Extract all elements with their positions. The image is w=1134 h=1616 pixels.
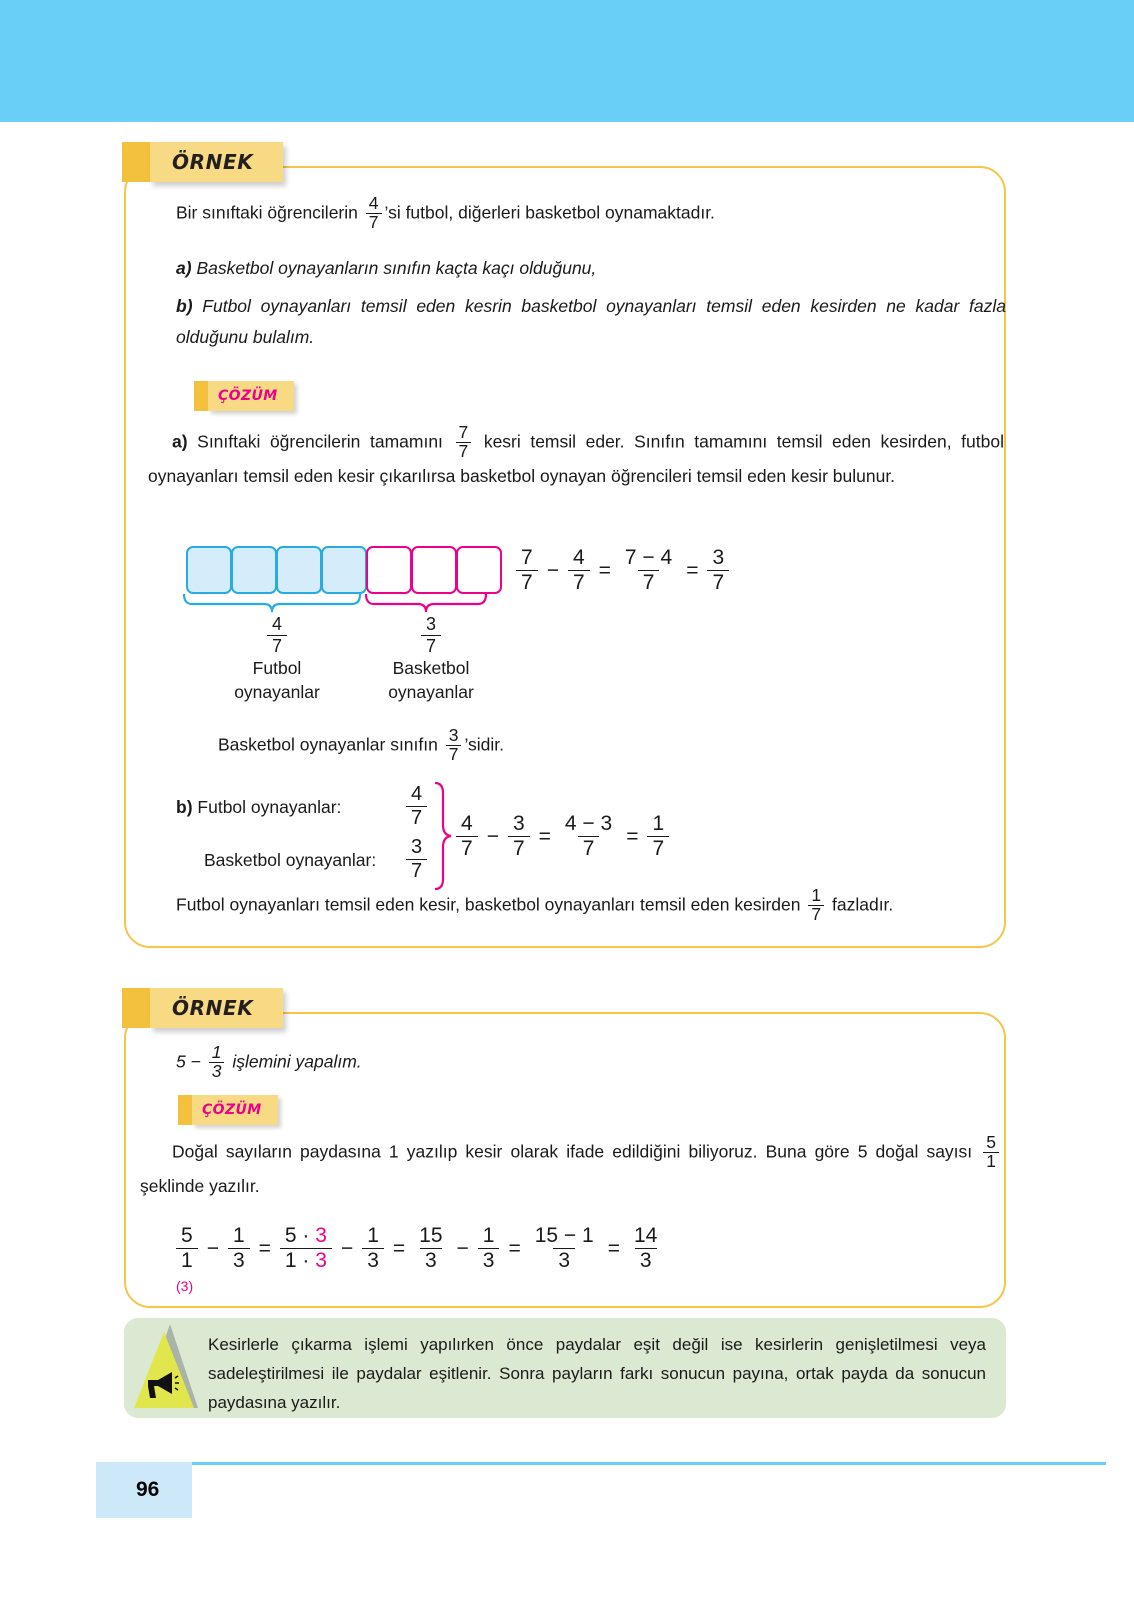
eq2-term7 <box>530 1224 599 1273</box>
diagram-braces <box>182 592 512 614</box>
fraction-numerator: 5 <box>181 1224 193 1247</box>
fraction-numerator: 1 <box>211 1042 222 1062</box>
fraction-denominator: 3 <box>478 1248 500 1273</box>
example-1-intro <box>176 193 986 232</box>
fraction-denominator: 3 <box>420 1248 442 1273</box>
intro-post-text: ’si futbol, diğerleri basketbol oynamaktadır. <box>384 202 715 223</box>
example-1-tag-label: ÖRNEK <box>172 150 254 174</box>
equation-2 <box>176 1224 662 1273</box>
eq2-equals-4: = <box>607 1236 620 1260</box>
solution-2-post: şeklinde yazılır. <box>140 1176 260 1196</box>
info-note-box <box>124 1318 1006 1418</box>
fraction-denominator: 7 <box>446 745 462 764</box>
eq-b-equals-1: = <box>538 824 551 848</box>
tag-body <box>150 988 283 1028</box>
problem-pre: 5 − <box>176 1051 201 1072</box>
bar-cell-blue <box>231 546 277 594</box>
fraction-denominator: 7 <box>267 635 287 657</box>
solution-b-fraction-1 <box>406 783 427 830</box>
fraction-numerator: 3 <box>411 836 423 858</box>
fraction-numerator: 3 <box>425 614 436 634</box>
fraction-numerator: 3 <box>712 546 725 569</box>
fraction-numerator: 4 <box>572 546 585 569</box>
fraction-numerator: 1 <box>367 1224 379 1247</box>
bar-cell-blue <box>186 546 232 594</box>
eq-b-term1 <box>456 812 478 861</box>
example-2-tag <box>122 988 283 1028</box>
solution-b-marker: b) <box>176 797 193 817</box>
right-label-line1: Basketbol <box>392 658 470 679</box>
solution-a-post: kesri temsil eder. Sınıfın tamamını temsil eden kesirden, futbol oynayanları temsil eden kesir çıkarılırsa basketbol oynayan öğrencileri temsil eden kesir bulunur. <box>148 431 1004 486</box>
fraction-numerator: 1 <box>811 885 822 905</box>
bar-cell-pink <box>411 546 457 594</box>
solution-tag-accent <box>178 1095 192 1125</box>
fraction-denominator: 3 <box>635 1248 657 1273</box>
multiplier-annotation: (3) <box>176 1278 194 1294</box>
numerator-multiplier: 3 <box>315 1224 327 1247</box>
right-label-line2: oynayanlar <box>388 682 474 703</box>
left-label-line2: oynayanlar <box>234 682 320 703</box>
fraction-numerator: 7 <box>458 422 469 442</box>
tag-accent-strip <box>122 988 150 1028</box>
item-b-marker: b) <box>176 296 193 316</box>
eq2-operator-minus-2: − <box>340 1236 354 1260</box>
fraction-denominator <box>280 1248 332 1273</box>
fraction-denominator: 7 <box>647 836 669 861</box>
fraction-denominator: 7 <box>406 806 427 830</box>
right-brace-fraction <box>421 614 441 656</box>
eq-a-term4 <box>707 546 729 595</box>
fraction-denominator: 1 <box>176 1248 198 1273</box>
diagram-right-label <box>366 612 496 704</box>
eq2-term5 <box>414 1224 447 1273</box>
solution-b-label-basketbol: Basketbol oynayanlar: <box>204 850 377 870</box>
bar-cell-blue <box>276 546 322 594</box>
eq2-equals-3: = <box>508 1236 521 1260</box>
fraction-numerator: 3 <box>512 812 525 835</box>
example-1-item-a <box>176 253 986 284</box>
eq2-equals-2: = <box>392 1236 406 1260</box>
equation-b <box>456 812 669 861</box>
conclusion-b-post: fazladır. <box>832 894 894 915</box>
eq-a-term1 <box>516 546 538 595</box>
fraction-denominator: 1 <box>983 1152 999 1171</box>
eq2-operator-minus-3: − <box>456 1236 469 1260</box>
tag-accent-strip <box>122 142 150 182</box>
equation-a <box>516 546 729 595</box>
left-brace-fraction <box>267 614 287 656</box>
fraction-denominator: 7 <box>421 635 441 657</box>
intro-fraction <box>366 195 382 231</box>
problem-post: işlemini yapalım. <box>232 1051 362 1072</box>
fraction-denominator: 7 <box>366 213 382 232</box>
example-1-solution-tag <box>194 381 294 411</box>
example-2-tag-label: ÖRNEK <box>172 996 254 1020</box>
fraction-bar-diagram <box>186 546 501 594</box>
item-b-text: Futbol oynayanları temsil eden kesrin basketbol oynayanları temsil eden kesirden ne kadar fazla olduğunu bulalım. <box>176 296 1006 347</box>
solution-b-label-futbol: Futbol oynayanlar: <box>197 797 342 817</box>
eq-b-term4 <box>647 812 669 861</box>
fraction-numerator: 1 <box>652 812 665 835</box>
page-header-band <box>0 0 1134 122</box>
eq-a-operator-minus: − <box>546 558 559 582</box>
fraction-numerator: 4 <box>271 614 282 634</box>
eq2-term8 <box>629 1224 662 1273</box>
eq2-term1 <box>176 1224 198 1273</box>
example-2-solution-tag <box>178 1095 278 1125</box>
eq-a-term2 <box>568 546 590 595</box>
eq-b-equals-2: = <box>626 824 639 848</box>
fraction-denominator: 7 <box>406 859 427 883</box>
fraction-numerator: 5 <box>986 1132 996 1152</box>
solution-tag-body <box>192 1095 278 1125</box>
fraction-numerator: 7 − 4 <box>624 546 673 569</box>
fraction-denominator: 7 <box>456 442 472 461</box>
conclusion-a-pre: Basketbol oynayanlar sınıfın <box>218 734 438 755</box>
page-number-box <box>96 1462 192 1518</box>
fraction-numerator: 1 <box>482 1224 495 1247</box>
fraction-denominator: 7 <box>808 905 824 924</box>
fraction-denominator: 3 <box>553 1248 575 1273</box>
conclusion-b-fraction <box>808 887 824 923</box>
fraction-denominator: 3 <box>362 1248 384 1273</box>
megaphone-icon <box>146 1370 186 1400</box>
example-1-solution-a <box>148 422 1004 492</box>
conclusion-a-fraction <box>446 727 462 763</box>
footer-rule <box>192 1462 1106 1465</box>
solution-tag-body <box>208 381 294 411</box>
pink-grouping-brace <box>432 780 454 892</box>
eq2-term2 <box>228 1224 250 1273</box>
numerator-left: 5 · <box>284 1224 316 1247</box>
fraction-denominator: 7 <box>508 836 530 861</box>
solution-a-marker: a) <box>172 431 188 452</box>
eq2-term6 <box>478 1224 500 1273</box>
fraction-numerator: 15 − 1 <box>534 1224 594 1247</box>
solution-tag-accent <box>194 381 208 411</box>
conclusion-b-pre: Futbol oynayanları temsil eden kesir, basketbol oynayanları temsil eden kesirden <box>176 894 801 915</box>
eq2-operator-minus-1: − <box>206 1236 219 1260</box>
fraction-numerator: 4 − 3 <box>564 812 613 835</box>
item-a-marker: a) <box>176 258 192 278</box>
fraction-denominator: 7 <box>578 836 600 861</box>
eq2-term4 <box>362 1224 384 1273</box>
left-label-line1: Futbol <box>252 658 302 679</box>
eq-b-term3 <box>560 812 617 861</box>
example-1-conclusion-a <box>218 725 818 764</box>
conclusion-a-post: ’sidir. <box>464 734 505 755</box>
fraction-denominator: 7 <box>516 570 538 595</box>
item-a-text: Basketbol oynayanların sınıfın kaçta kaçı olduğunu, <box>196 258 597 278</box>
solution-a-pre: Sınıftaki öğrencilerin tamamını <box>197 431 443 452</box>
example-2-solution-text <box>140 1132 1002 1202</box>
example-1-solution-label: ÇÖZÜM <box>218 388 278 404</box>
diagram-left-label <box>212 612 342 704</box>
fraction-numerator <box>280 1224 332 1248</box>
solution-2-fraction <box>983 1134 999 1170</box>
eq2-equals-1: = <box>258 1236 271 1260</box>
eq-a-term3 <box>620 546 677 595</box>
example-2-problem <box>176 1042 776 1081</box>
fraction-numerator: 1 <box>232 1224 245 1247</box>
fraction-numerator: 4 <box>368 193 379 213</box>
solution-2-pre: Doğal sayıların paydasına 1 yazılıp kesir olarak ifade edildiğini biliyoruz. Buna göre 5 doğal sayısı <box>172 1141 973 1162</box>
page-number: 96 <box>136 1478 160 1501</box>
fraction-denominator: 7 <box>456 836 478 861</box>
example-1-item-b <box>176 291 1006 353</box>
fraction-denominator: 7 <box>707 570 729 595</box>
fraction-denominator: 3 <box>228 1248 250 1273</box>
eq-b-term2 <box>508 812 530 861</box>
eq2-term3-expanded <box>280 1224 332 1273</box>
example-1-conclusion-b <box>176 885 996 924</box>
eq-a-equals-2: = <box>686 558 699 582</box>
intro-pre-text: Bir sınıftaki öğrencilerin <box>176 202 358 223</box>
bar-cell-pink <box>456 546 502 594</box>
solution-a-fraction <box>456 424 472 460</box>
problem-fraction <box>209 1044 225 1080</box>
fraction-numerator: 15 <box>419 1224 443 1247</box>
note-text: Kesirlerle çıkarma işlemi yapılırken önce paydalar eşit değil ise kesirlerin genişletilmesi veya sadeleştirilmesi ile paydalar eşitlenir. Sonra payların farkı sonucun payına, ortak payda da sonucun paydasına yazılır. <box>208 1335 986 1412</box>
denominator-left: 1 · <box>284 1249 316 1273</box>
denominator-multiplier: 3 <box>315 1249 327 1273</box>
eq-a-equals-1: = <box>598 558 611 582</box>
tag-body <box>150 142 283 182</box>
fraction-numerator: 7 <box>521 546 533 569</box>
bar-cell-pink <box>366 546 412 594</box>
solution-b-fraction-2 <box>406 836 427 883</box>
fraction-denominator: 7 <box>568 570 590 595</box>
fraction-numerator: 4 <box>461 812 473 835</box>
fraction-denominator: 7 <box>638 570 660 595</box>
example-1-tag <box>122 142 283 182</box>
example-2-solution-label: ÇÖZÜM <box>202 1102 262 1118</box>
eq-b-operator-minus: − <box>486 824 499 848</box>
fraction-numerator: 14 <box>633 1224 658 1247</box>
fraction-denominator: 3 <box>209 1062 225 1081</box>
fraction-numerator: 4 <box>411 783 423 805</box>
bar-cell-blue <box>321 546 367 594</box>
fraction-numerator: 3 <box>448 725 459 745</box>
